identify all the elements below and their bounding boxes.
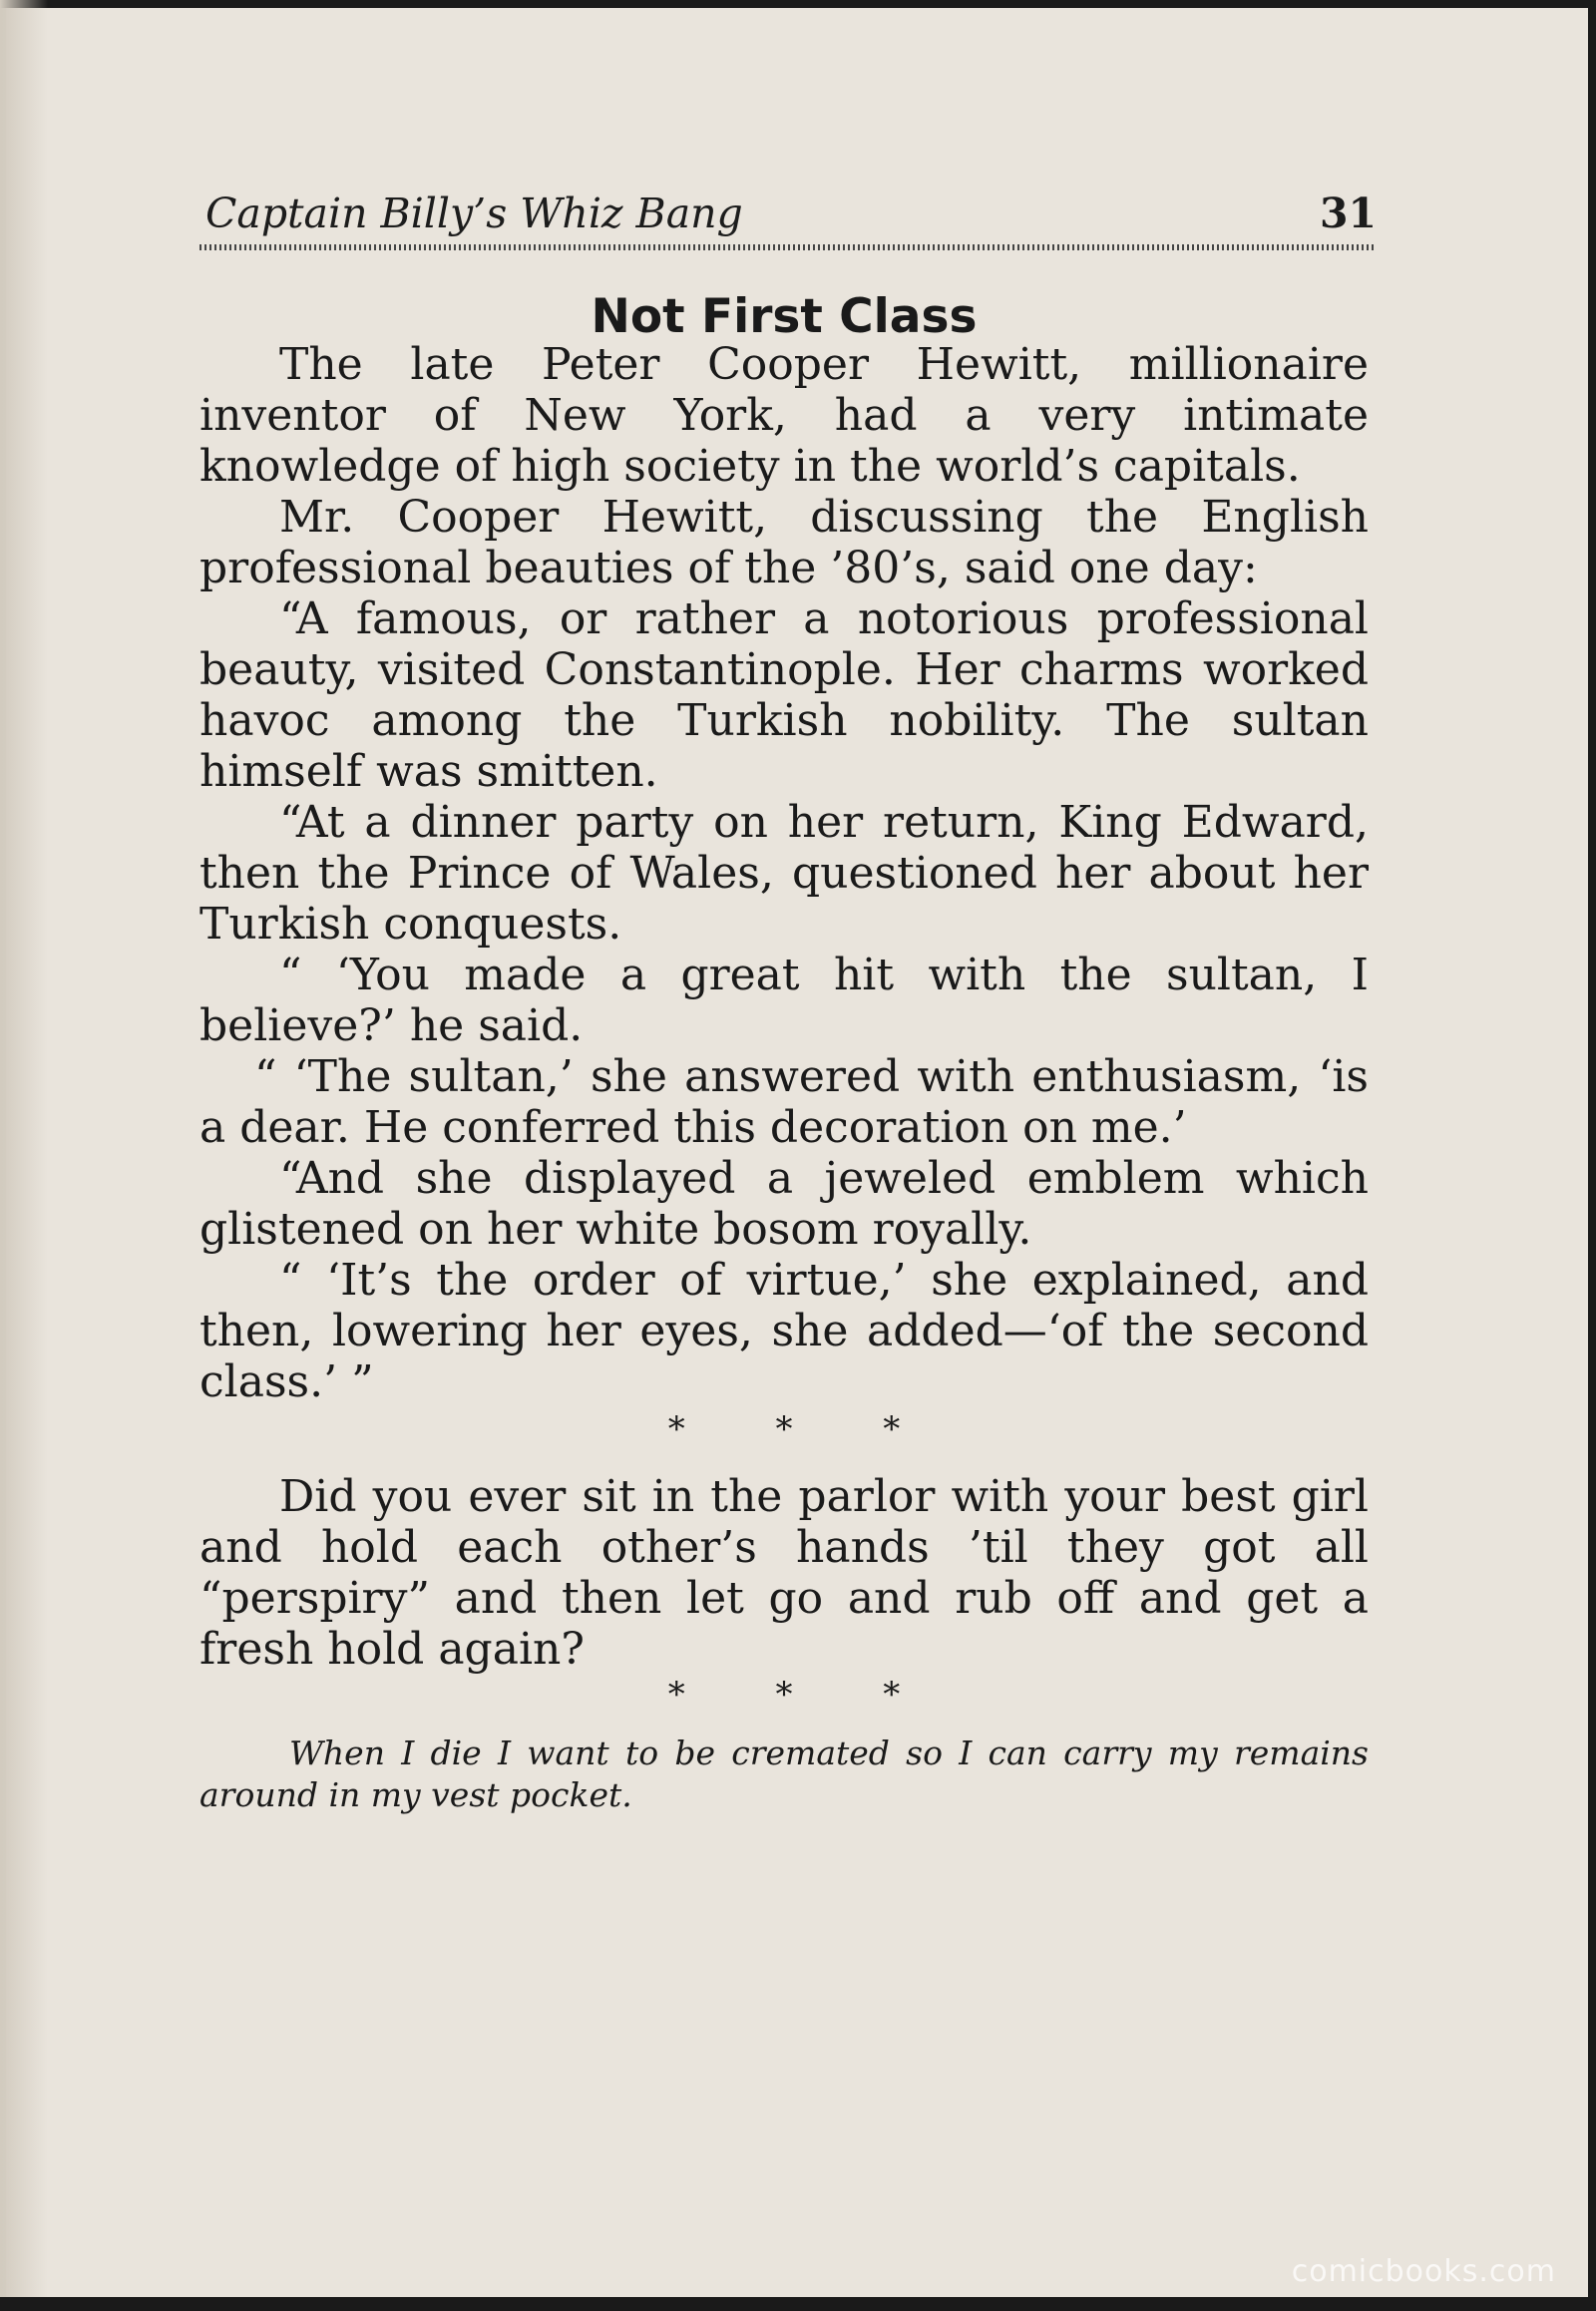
page-content [200,289,1369,1816]
article-paragraph: “And she displayed a jeweled emblem which glistened on her white bosom royally. [200,1153,1369,1255]
running-header [200,190,1377,247]
section-separator: * * * [667,1675,941,1715]
article-paragraph: “At a dinner party on her return, King Edward, then the Prince of Wales, questioned her about her Turkish conquests. [200,797,1369,950]
article-title: Not First Class [591,289,978,344]
article-paragraph: “ ‘The sultan,’ she answered with enthusiasm, ‘is a dear. He conferred this decoration on me.’ [200,1051,1369,1153]
article-paragraph: Mr. Cooper Hewitt, discussing the English professional beauties of the ’80’s, said one day: [200,492,1369,593]
quip-paragraph: When I die I want to be cremated so I can carry my remains around in my vest pocket. [200,1733,1369,1814]
publication-title: Captain Billy’s Whiz Bang [205,190,743,237]
article-paragraph: “ ‘It’s the order of virtue,’ she explained, and then, lowering her eyes, she added—‘of the second class.’ ” [200,1255,1369,1407]
header-rule [200,244,1377,250]
article-paragraph: The late Peter Cooper Hewitt, millionaire inventor of New York, had a very intimate knowledge of high society in the world’s capitals. [200,339,1369,492]
article-paragraph: “A famous, or rather a notorious professional beauty, visited Constantinople. Her charms worked havoc among the Turkish nobility. The sultan himself was smitten. [200,593,1369,797]
joke-paragraph: Did you ever sit in the parlor with your best girl and hold each other’s hands ’til they got all “perspiry” and then let go and rub off and get a fresh hold again? [200,1471,1369,1675]
page-number: 31 [1319,190,1377,237]
section-separator: * * * [667,1409,941,1449]
spine-shadow [0,0,48,2311]
scan-bottom-edge [0,2297,1596,2311]
scan-right-edge [1588,0,1596,2311]
scan-top-edge [0,0,1596,8]
article-paragraph: “ ‘You made a great hit with the sultan, I believe?’ he said. [200,950,1369,1051]
watermark: comicbooks.com [1291,2254,1556,2289]
